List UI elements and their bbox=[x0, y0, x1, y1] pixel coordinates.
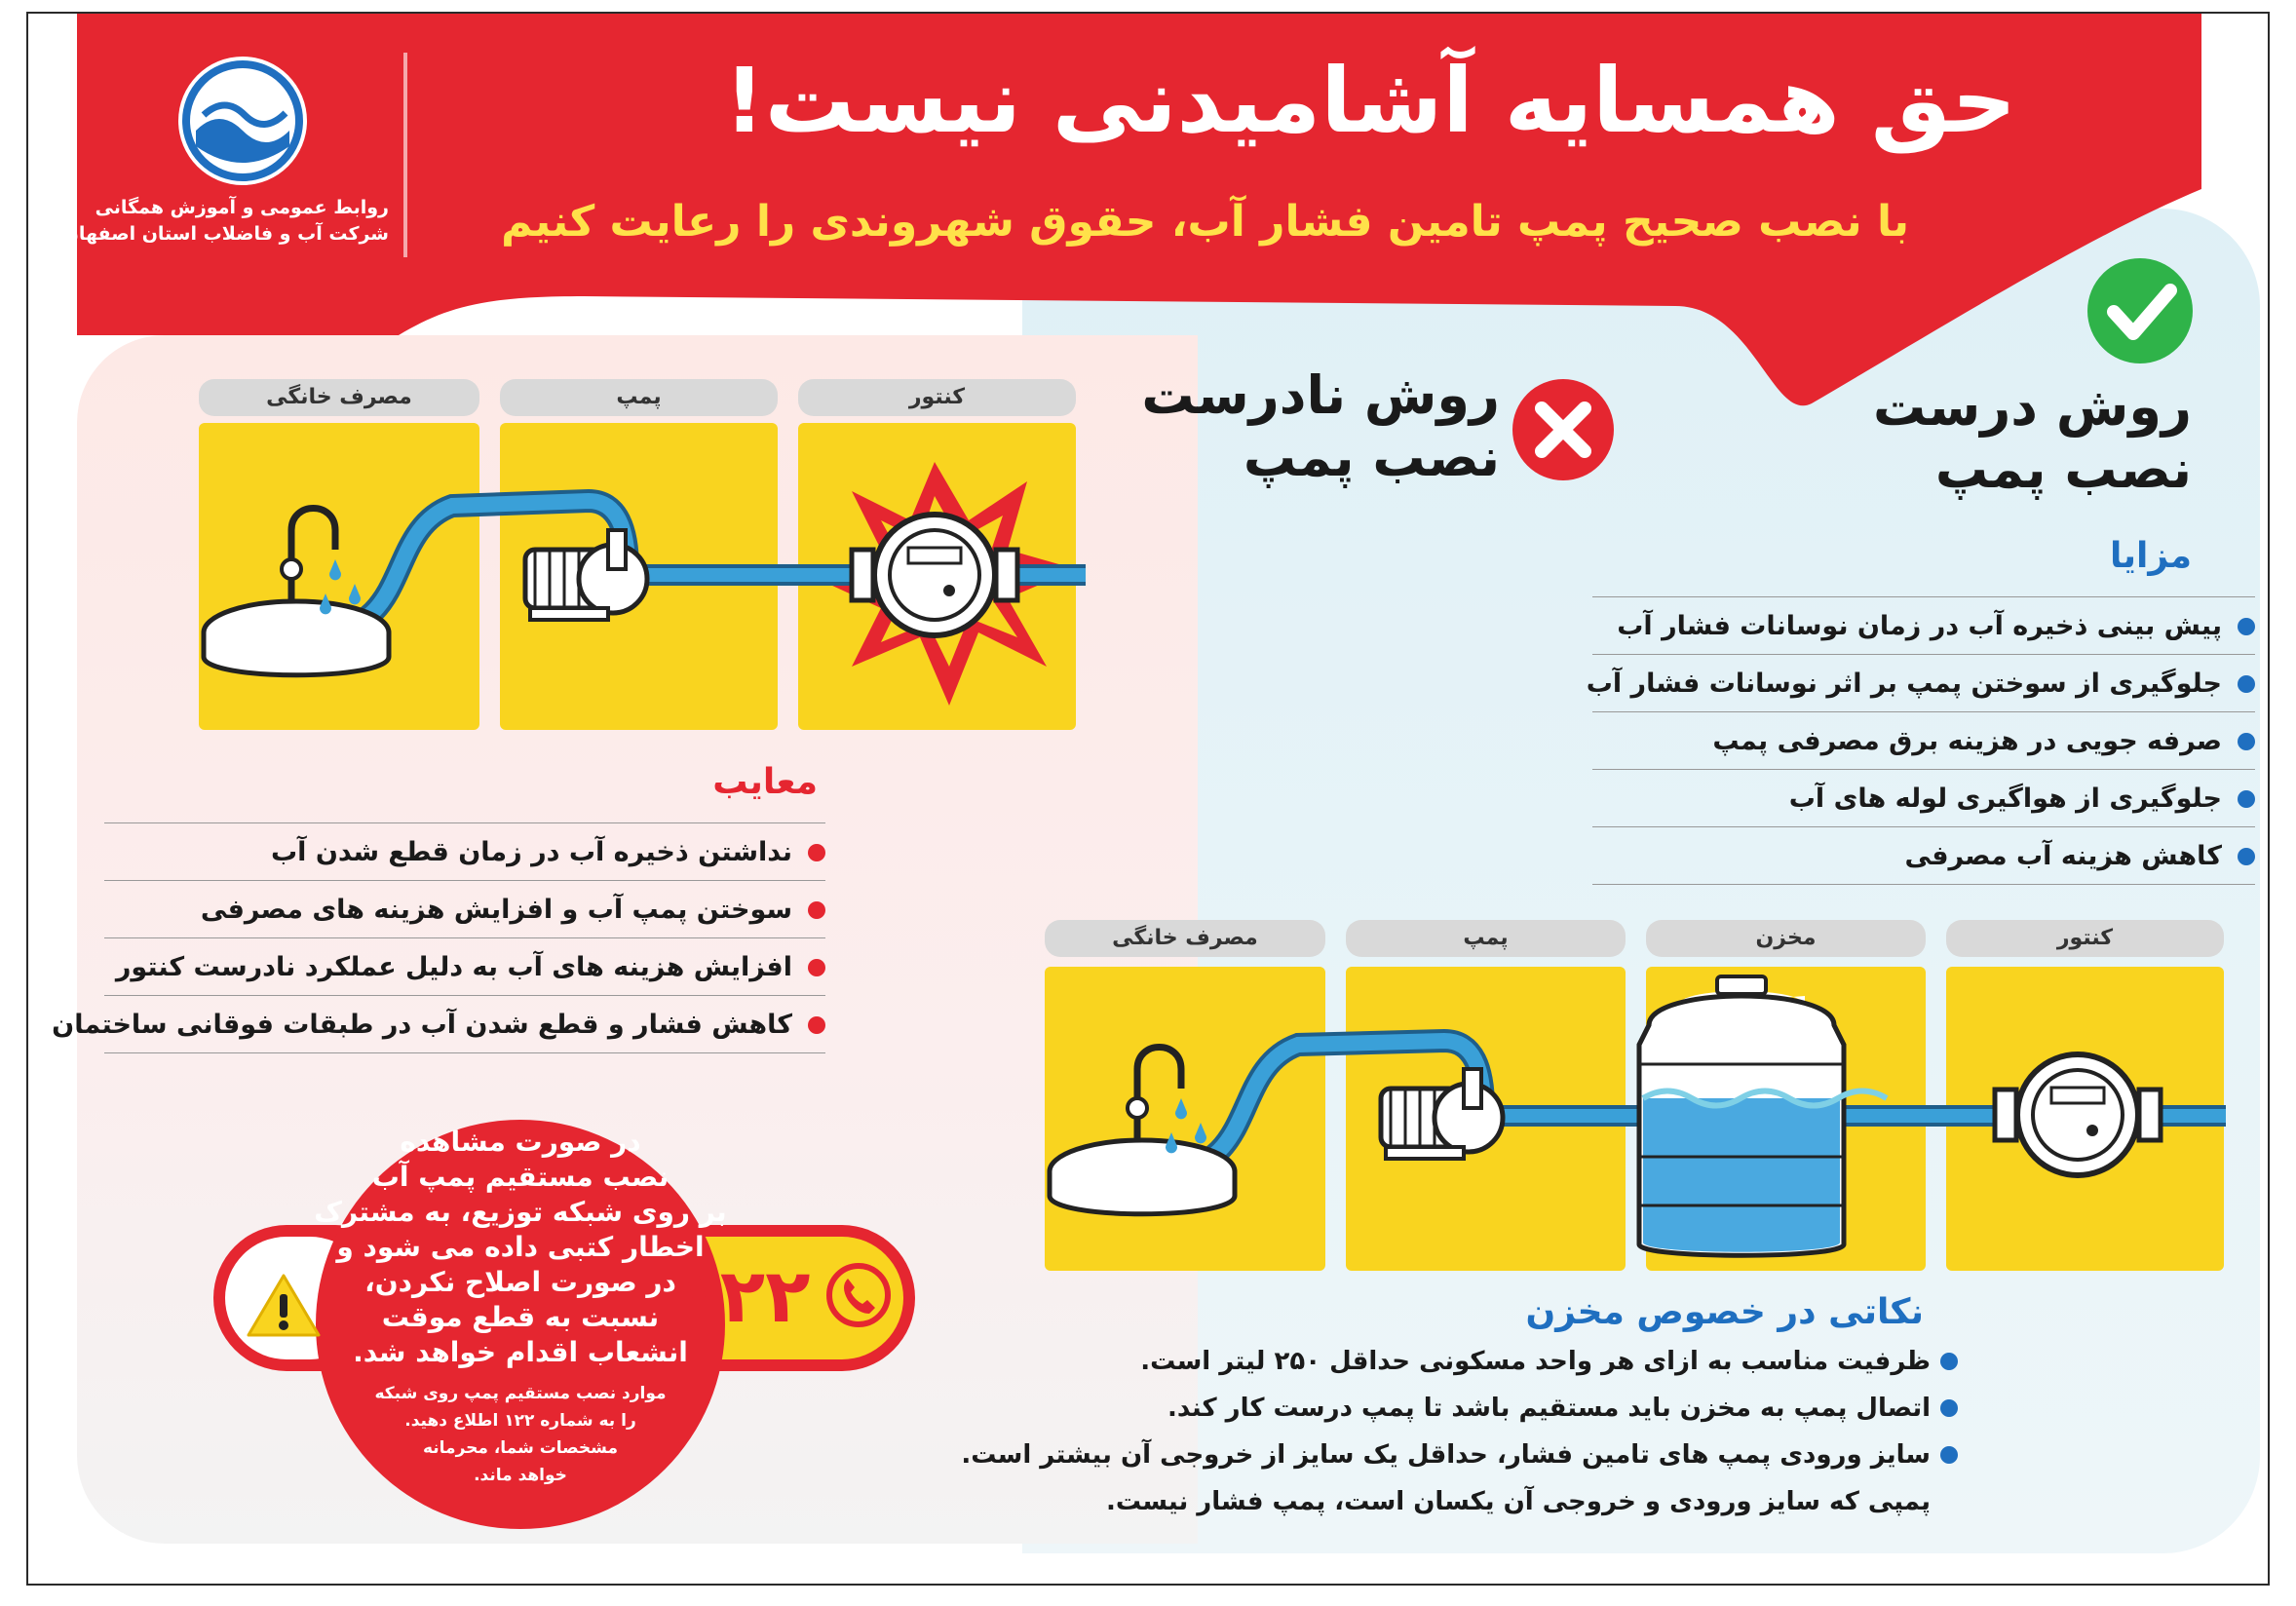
flaws-heading: معایب bbox=[712, 762, 818, 802]
alert-line: در صورت مشاهده bbox=[400, 1126, 641, 1158]
flaw-item bbox=[104, 939, 825, 996]
correct-check-icon bbox=[2085, 255, 2197, 367]
blue-bullet-icon bbox=[2238, 848, 2255, 865]
alert-line: نسبت به قطع موقت bbox=[381, 1301, 660, 1333]
wrong-tab-pump: پمپ bbox=[500, 379, 778, 416]
wrong-method-title-line2: نصب پمپ bbox=[1243, 427, 1500, 488]
right-tab-tank: مخزن bbox=[1646, 920, 1926, 957]
right-method-title-line1: روش درست bbox=[1872, 376, 2192, 438]
alert-small-line: مشخصات شما، محرمانه bbox=[422, 1438, 619, 1458]
flaw-item bbox=[52, 997, 825, 1053]
tank-notes-heading: نکاتی در خصوص مخزن bbox=[1525, 1292, 1924, 1332]
blue-bullet-icon bbox=[2238, 790, 2255, 808]
benefit-item bbox=[1592, 598, 2255, 655]
flaw-item-text: افزایش هزینه های آب به دلیل عملکرد نادرست کنتور bbox=[115, 952, 792, 982]
alert-line: بر روی شبکه توزیع، به مشترک bbox=[314, 1196, 727, 1228]
tank-note-text: سایز ورودی پمپ های تامین فشار، حداقل یک سایز از خروجی آن بیشتر است. bbox=[961, 1440, 1931, 1470]
tank-note-text: پمپی که سایز ورودی و خروجی آن یکسان است، پمپ فشار نیست. bbox=[1105, 1487, 1931, 1516]
flaw-item-text: کاهش فشار و قطع شدن آب در طبقات فوقانی ساختمان bbox=[52, 1010, 792, 1040]
alert-small-block bbox=[325, 1380, 715, 1489]
tank-note bbox=[961, 1440, 1958, 1470]
benefit-item-text: پیش بینی ذخیره آب در زمان نوسانات فشار آب bbox=[1617, 611, 2222, 641]
alert-small-line: موارد نصب مستقیم پمپ روی شبکه bbox=[374, 1384, 667, 1403]
blue-bullet-icon bbox=[2238, 675, 2255, 693]
benefit-item-text: جلوگیری از هواگیری لوله های آب bbox=[1788, 784, 2222, 814]
logo-caption-2: شرکت آب و فاضلاب استان اصفهان bbox=[62, 223, 389, 245]
wrong-x-icon bbox=[1510, 376, 1617, 483]
tank-note-text: ظرفیت مناسب به ازای هر واحد مسکونی حداقل ۲۵۰ لیتر است. bbox=[1140, 1347, 1931, 1376]
water-logo-icon bbox=[174, 53, 311, 189]
alert-line: نصب مستقیم پمپ آب bbox=[371, 1161, 670, 1193]
right-method-title bbox=[1860, 376, 2192, 501]
blue-bullet-icon bbox=[1940, 1446, 1958, 1464]
header-divider bbox=[403, 53, 407, 257]
page-subtitle: با نصب صحیح پمپ تامین فشار آب، حقوق شهروندی را رعایت کنیم bbox=[501, 197, 1909, 247]
poster-frame bbox=[26, 12, 2270, 1586]
red-bullet-icon bbox=[808, 901, 825, 919]
right-method-title-line2: نصب پمپ bbox=[1934, 439, 2192, 500]
right-diagram-illustration bbox=[1045, 967, 2226, 1271]
right-tab-meter: کنتور bbox=[1946, 920, 2224, 957]
benefit-item bbox=[1592, 828, 2255, 885]
benefit-item-text: جلوگیری از سوختن پمپ بر اثر نوسانات فشار آب bbox=[1586, 669, 2222, 699]
benefit-item bbox=[1586, 656, 2255, 712]
blue-bullet-icon bbox=[1940, 1399, 1958, 1417]
benefit-item-text: صرفه جویی در هزینه برق مصرفی پمپ bbox=[1712, 726, 2222, 756]
alert-text-block bbox=[306, 1125, 735, 1370]
logo-caption-1: روابط عمومی و آموزش همگانی bbox=[95, 197, 389, 218]
benefit-item bbox=[1592, 713, 2255, 770]
red-bullet-icon bbox=[808, 844, 825, 861]
flaw-item-text: نداشتن ذخیره آب در زمان قطع شدن آب bbox=[271, 837, 792, 867]
flaw-item bbox=[104, 824, 825, 881]
tank-note bbox=[1042, 1394, 1958, 1423]
right-tab-pump: پمپ bbox=[1346, 920, 1626, 957]
benefit-item bbox=[1592, 771, 2255, 827]
alert-line: در صورت اصلاح نکردن، bbox=[364, 1266, 676, 1298]
tank-note-text: اتصال پمپ به مخزن باید مستقیم باشد تا پمپ درست کار کند. bbox=[1167, 1394, 1931, 1423]
benefit-item-text: کاهش هزینه آب مصرفی bbox=[1904, 841, 2222, 871]
blue-bullet-icon bbox=[2238, 733, 2255, 750]
alert-small-line: را به شماره ۱۲۲ اطلاع دهید. bbox=[404, 1411, 636, 1431]
wrong-diagram-illustration bbox=[199, 423, 1086, 730]
wrong-tab-household: مصرف خانگی bbox=[199, 379, 479, 416]
wrong-tab-meter: کنتور bbox=[798, 379, 1076, 416]
phone-icon bbox=[824, 1261, 893, 1329]
tank-note bbox=[1042, 1347, 1958, 1376]
alert-line: انشعاب اقدام خواهد شد. bbox=[353, 1336, 688, 1368]
flaw-item-text: سوختن پمپ آب و افزایش هزینه های مصرفی bbox=[200, 895, 792, 925]
blue-bullet-icon bbox=[2238, 618, 2255, 635]
page-title: حق همسایه آشامیدنی نیست! bbox=[723, 49, 2016, 153]
hotline-number: ۱۲۲ bbox=[674, 1251, 811, 1339]
blue-bullet-icon bbox=[1940, 1353, 1958, 1370]
wrong-method-title bbox=[1141, 364, 1500, 489]
alert-small-line: خواهد ماند. bbox=[474, 1466, 567, 1485]
red-bullet-icon bbox=[808, 1016, 825, 1034]
flaw-item bbox=[104, 882, 825, 938]
benefits-heading: مزایا bbox=[2109, 536, 2192, 576]
company-logo bbox=[174, 53, 311, 189]
tank-note bbox=[1042, 1487, 1931, 1516]
alert-line: اخطار کتبی داده می شود و bbox=[336, 1231, 705, 1263]
red-bullet-icon bbox=[808, 959, 825, 976]
wrong-method-title-line1: روش نادرست bbox=[1141, 364, 1500, 426]
right-tab-household: مصرف خانگی bbox=[1045, 920, 1325, 957]
